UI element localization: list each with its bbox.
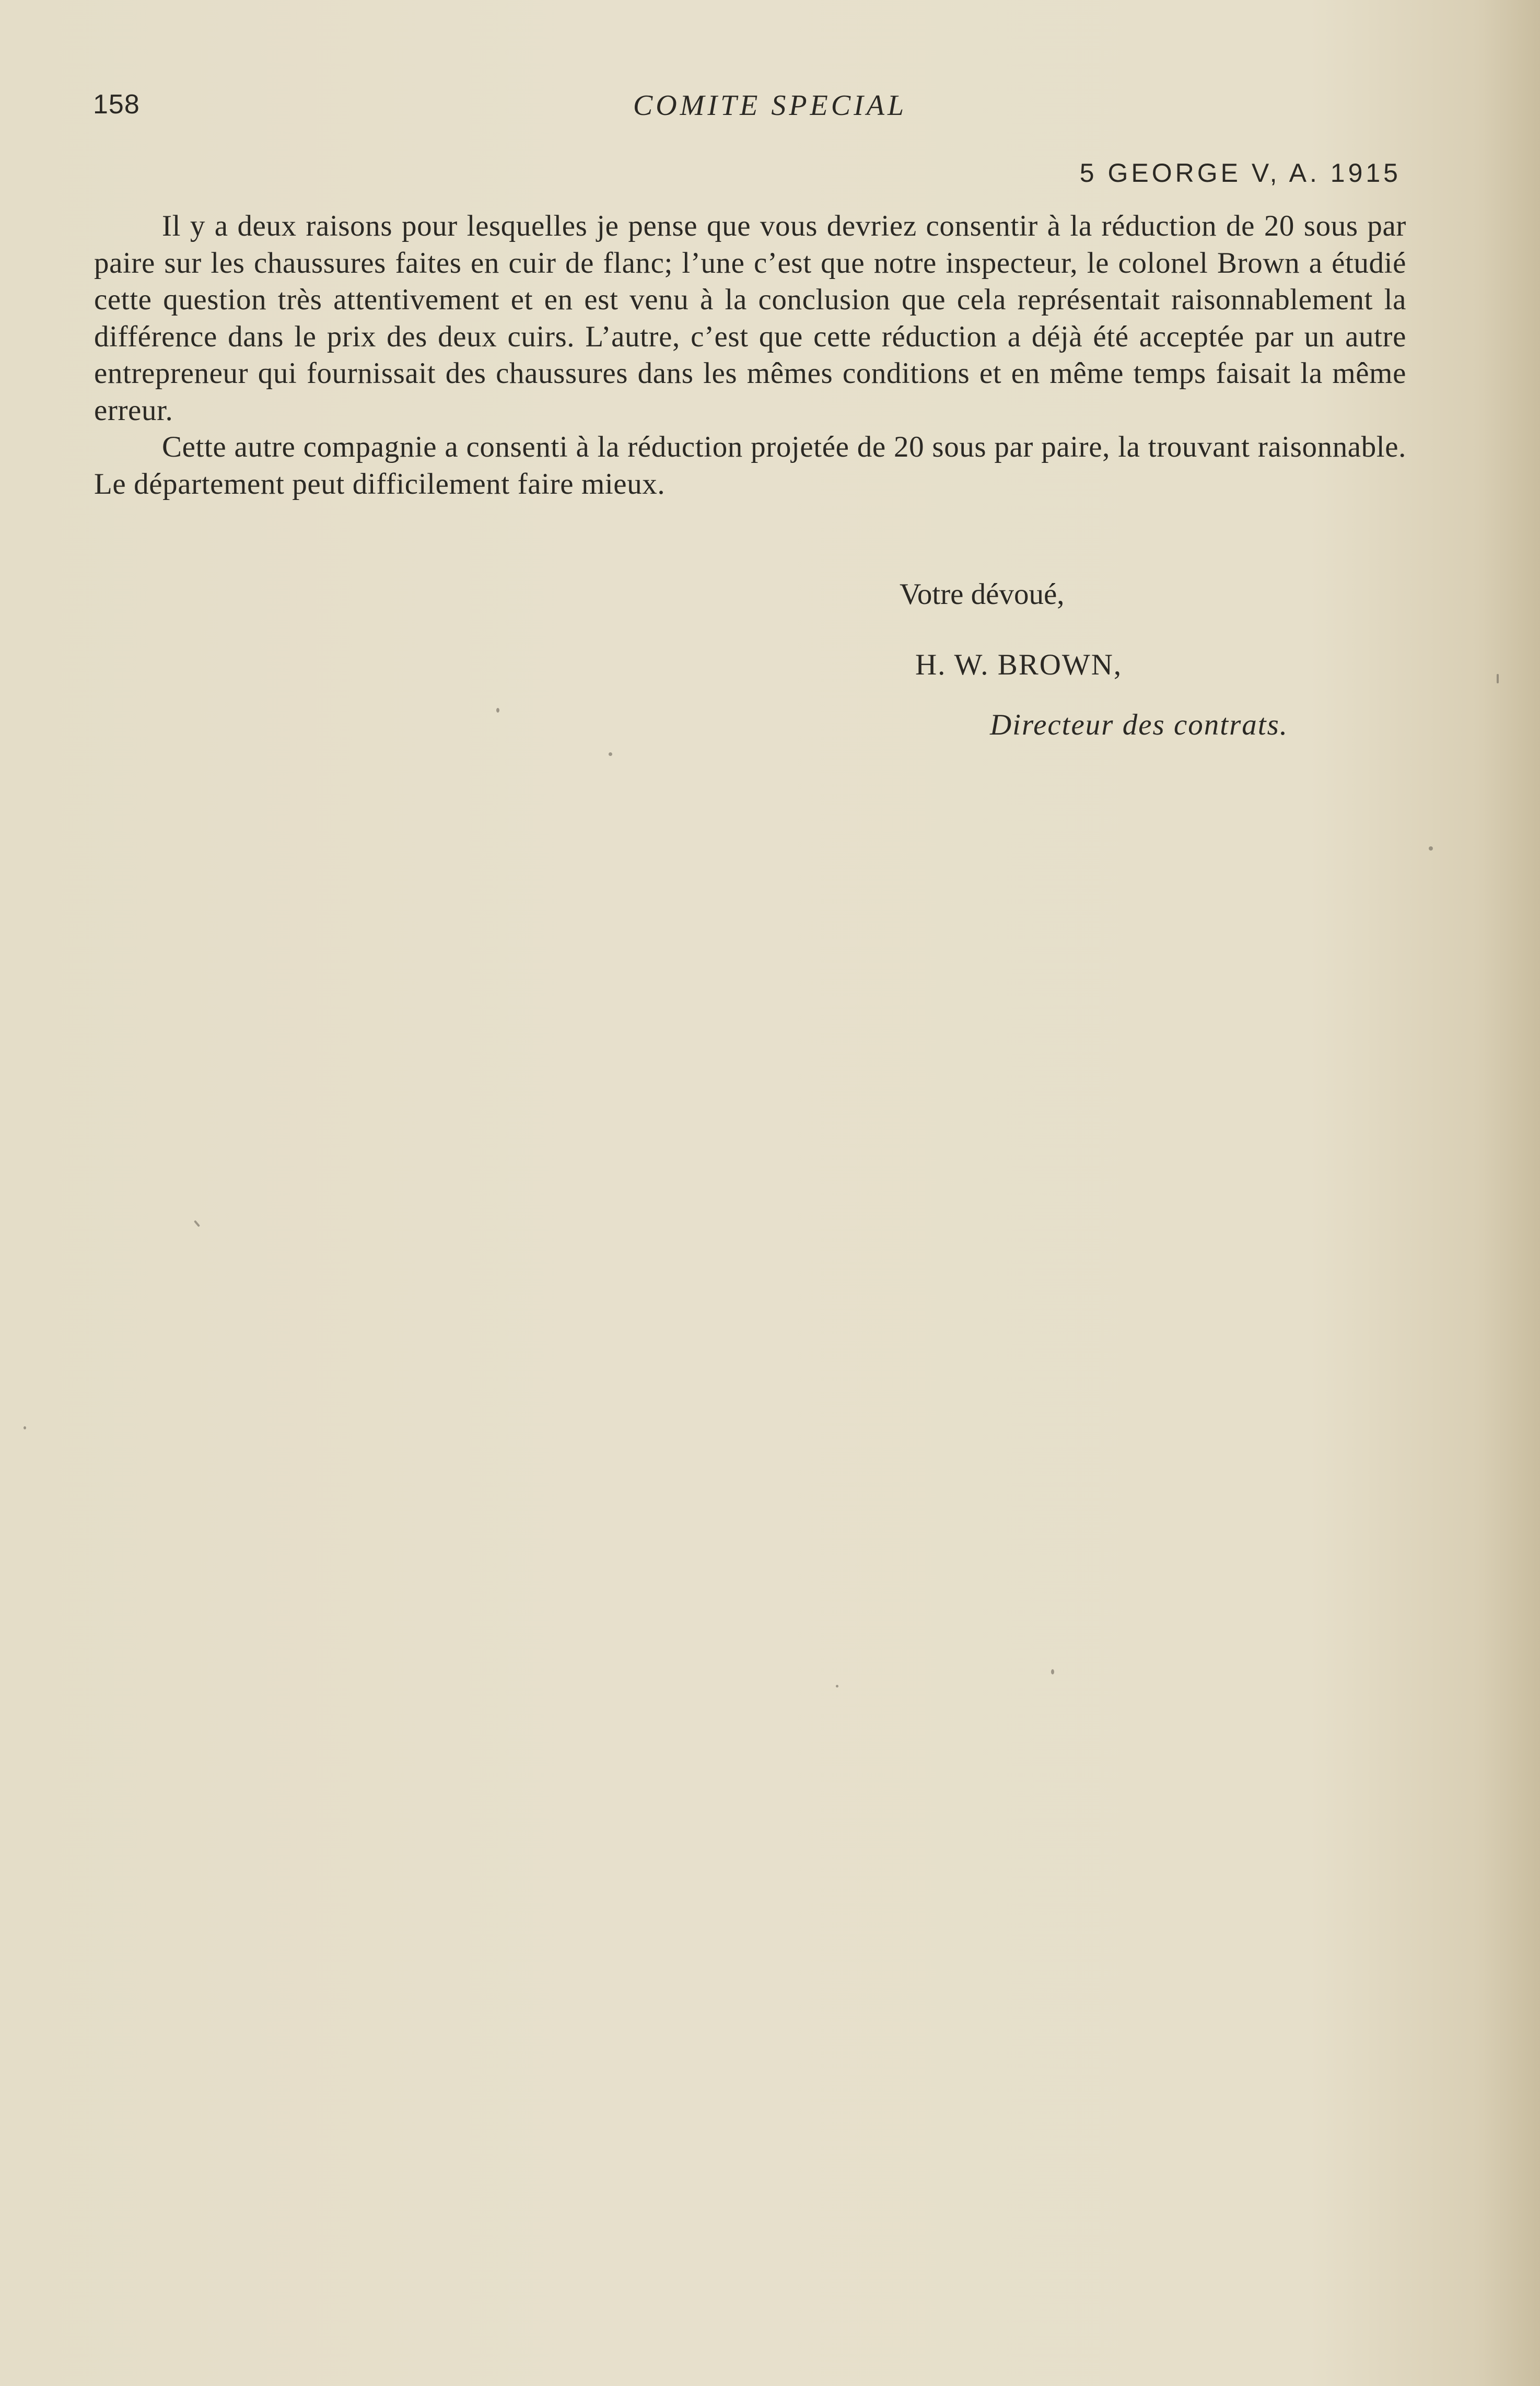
page-number: 158 — [93, 89, 140, 120]
session-reference: 5 GEORGE V, A. 1915 — [1079, 158, 1401, 188]
paragraph: Cette autre compagnie a consenti à la réduction projetée de 20 sous par paire, la trouvant raisonnable. Le département peut difficilement faire mieux. — [94, 430, 1406, 501]
scan-speck — [1497, 674, 1499, 683]
scan-speck — [836, 1685, 838, 1687]
paragraph: Il y a deux raisons pour lesquelles je pense que vous devriez consentir à la réduction de 20 sous par paire sur les chaussures faites en cuir de flanc; l’une c’est que notre inspecteur, le colonel Brown a étudié cette question très attentivement et en est venu à la conclusion que cela représentait raisonnablement la différence dans le prix des deux cuirs. L’autre, c’est que cette réduction a déjà été acceptée par un autre entrepreneur qui fournissait des chaussures dans les mêmes conditions et en même temps faisait la même erreur. — [94, 209, 1406, 427]
scan-speck — [609, 752, 612, 756]
running-title: COMITE SPECIAL — [633, 89, 907, 122]
signer-name: H. W. BROWN, — [915, 648, 1123, 681]
scan-speck — [1051, 1669, 1054, 1674]
letter-body — [94, 208, 1406, 503]
signer-title: Directeur des contrats. — [990, 708, 1289, 741]
letter-closing: Votre dévoué, — [900, 578, 1065, 611]
scan-speck — [1429, 846, 1433, 851]
scan-speck — [24, 1426, 26, 1429]
scan-speck — [194, 1220, 200, 1227]
scan-speck — [496, 708, 499, 713]
